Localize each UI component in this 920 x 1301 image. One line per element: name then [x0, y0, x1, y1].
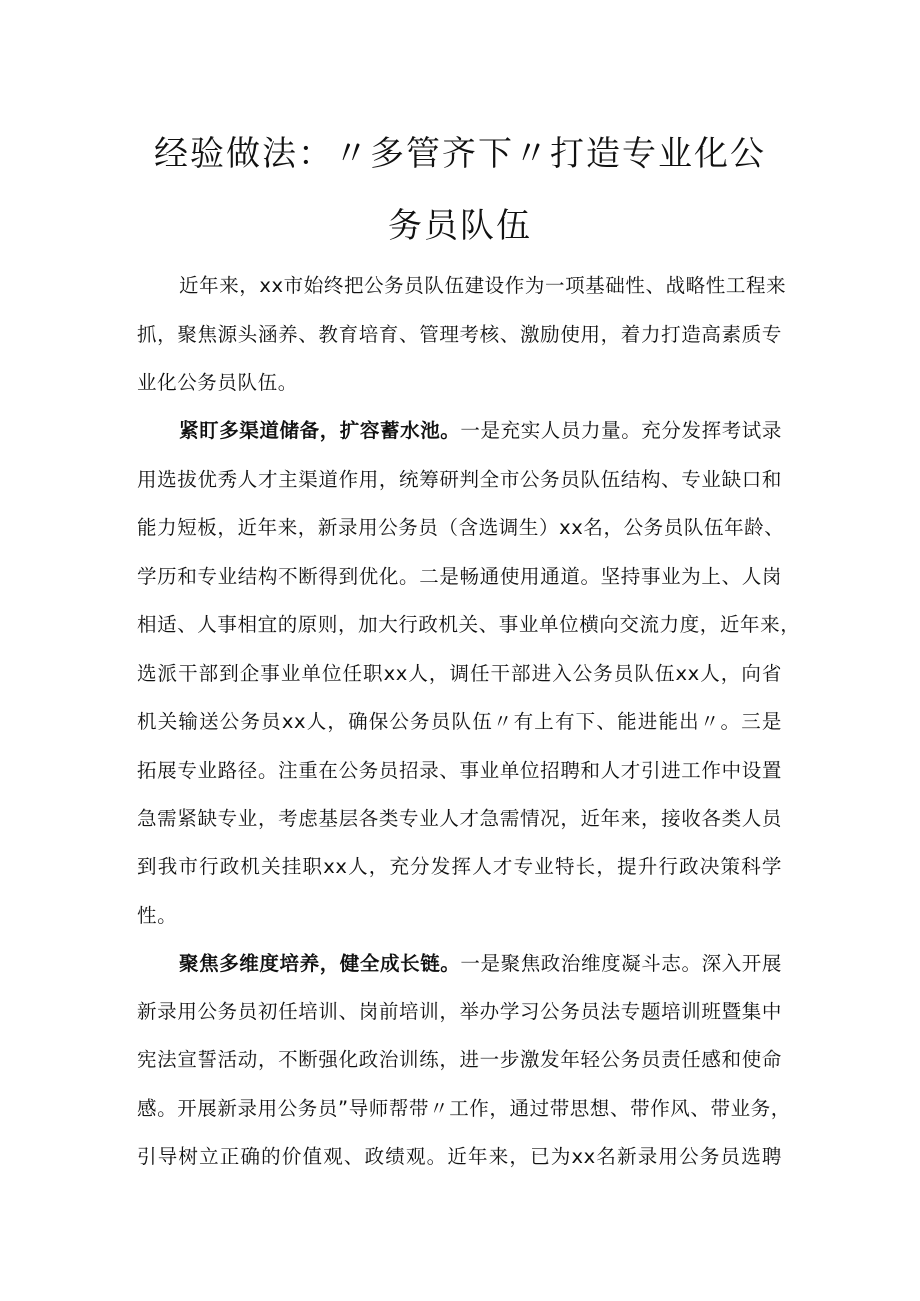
paragraph-2-line: 急需紧缺专业，考虑基层各类专业人才急需情况，近年来，接收各类人员: [137, 807, 782, 830]
paragraph-1-line: 业化公务员队伍。: [137, 371, 298, 394]
paragraph-3-first-line-text: 一是聚焦政治维度凝斗志。深入开展: [460, 952, 783, 975]
paragraph-2-line: 到我市行政机关挂职xx人，充分发挥人才专业特长，提升行政决策科学: [137, 855, 782, 878]
paragraph-3-line: 引导树立正确的价值观、政绩观。近年来，已为xx名新录用公务员选聘: [137, 1145, 782, 1168]
paragraph-2-first-line: [179, 417, 782, 445]
document-title-line-2: 务员队伍: [388, 206, 532, 246]
paragraph-3-line: 感。开展新录用公务员”导师帮带〃工作，通过带思想、带作风、带业务，: [137, 1097, 791, 1120]
paragraph-3-line: 新录用公务员初任培训、岗前培训，举办学习公务员法专题培训班暨集中: [137, 1000, 782, 1023]
paragraph-2-line: 选派干部到企事业单位任职xx人，调任干部进入公务员队伍xx人，向省: [137, 662, 782, 685]
paragraph-2-heading: 紧盯多渠道储备，扩容蓄水池。: [179, 419, 461, 442]
paragraph-3-first-line: [179, 950, 782, 978]
paragraph-2-line: 机关输送公务员xx人，确保公务员队伍〃有上有下、能进能出〃。三是: [137, 710, 782, 733]
paragraph-2-line: 相适、人事相宜的原则，加大行政机关、事业单位横向交流力度，近年来，: [137, 613, 801, 636]
paragraph-3-line: 宪法宣誓活动，不断强化政治训练，进一步激发年轻公务员责任感和使命: [137, 1048, 782, 1071]
paragraph-1-line: 近年来，xx市始终把公务员队伍建设作为一项基础性、战略性工程来: [179, 274, 787, 297]
document-title-line-1: 经验做法：〃多管齐下〃打造专业化公: [154, 134, 766, 174]
paragraph-2-line: 能力短板，近年来，新录用公务员（含选调生）xx名，公务员队伍年龄、: [137, 516, 785, 539]
paragraph-1-line: 抓，聚焦源头涵养、教育培育、管理考核、激励使用，着力打造高素质专: [137, 323, 782, 346]
paragraph-2-line: 性。: [137, 904, 178, 927]
paragraph-2-first-line-text: 一是充实人员力量。充分发挥考试录: [460, 419, 783, 442]
paragraph-3-heading: 聚焦多维度培养，健全成长链。: [179, 952, 461, 975]
paragraph-2-line: 拓展专业路径。注重在公务员招录、事业单位招聘和人才引进工作中设置: [137, 759, 782, 782]
paragraph-2-line: 学历和专业结构不断得到优化。二是畅通使用通道。坚持事业为上、人岗: [137, 565, 782, 588]
paragraph-2-line: 用选拔优秀人才主渠道作用，统筹研判全市公务员队伍结构、专业缺口和: [137, 468, 782, 491]
